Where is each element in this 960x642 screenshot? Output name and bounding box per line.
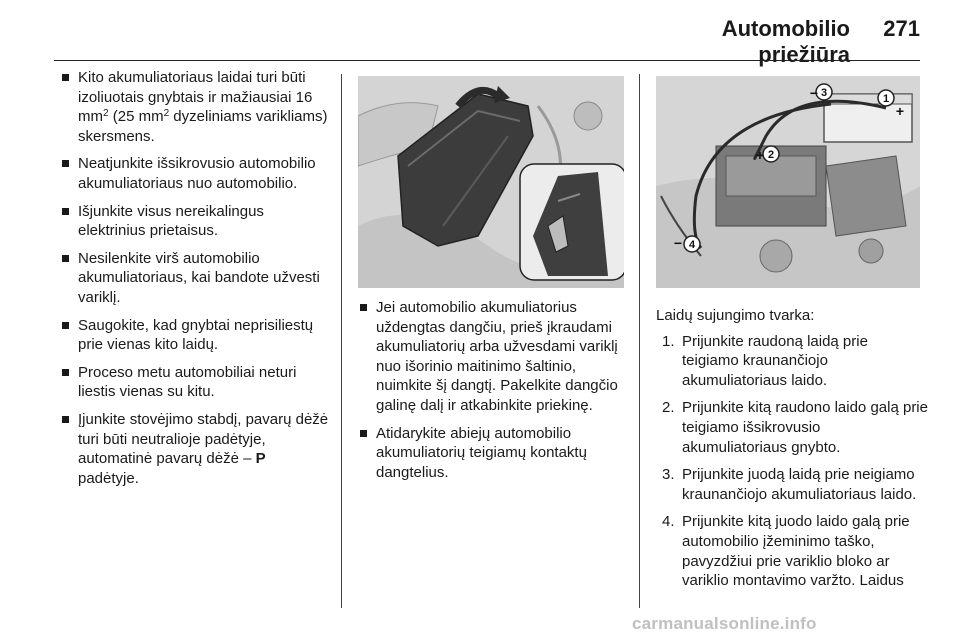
bullet-square-icon	[62, 416, 69, 423]
bullet-list-1	[60, 68, 330, 488]
list-item: Įjunkite stovėjimo stabdį, pavarų dėžė turi būti neutralioje padėtyje, automatinė pavarų dėžė – P padėtyje.	[60, 410, 330, 488]
jump-start-cables-illustration	[656, 76, 920, 288]
bullet-square-icon	[62, 74, 69, 81]
numbered-steps	[656, 332, 928, 591]
bullet-square-icon	[62, 160, 69, 167]
page-number: 271	[883, 16, 920, 41]
callout-label-3: 3	[820, 87, 828, 99]
minus-terminal-3-icon: −	[809, 85, 819, 101]
jump-cables-drawing	[656, 76, 920, 288]
bullet-square-icon	[62, 208, 69, 215]
bullet-list-2	[358, 298, 628, 482]
column-2	[358, 298, 628, 490]
list-item: Atidarykite abiejų automobilio akumuliatorių teigiamų kontaktų dangtelius.	[358, 424, 628, 483]
header-rule	[54, 60, 920, 61]
battery-cover-illustration	[358, 76, 624, 288]
list-item: Išjunkite visus nereikalingus elektrinius prietaisus.	[60, 202, 330, 241]
callout-label-4: 4	[688, 239, 696, 251]
list-item: Kito akumuliatoriaus laidai turi būti izoliuotais gnybtais ir mažiausiai 16 $mm^2$ (25 $mm^2$ dyzeliniams varikliams) skersmens.	[60, 68, 330, 146]
list-item: Saugokite, kad gnybtai neprisiliestų prie vienas kito laidų.	[60, 316, 330, 355]
list-item: Nesilenkite virš automobilio akumuliatoriaus, kai bandote užvesti variklį.	[60, 249, 330, 308]
list-item: Proceso metu automobiliai neturi liestis vienas su kitu.	[60, 363, 330, 402]
bullet-square-icon	[62, 322, 69, 329]
connection-order-heading: Laidų sujungimo tvarka:	[656, 307, 815, 324]
list-item: Neatjunkite išsikrovusio automobilio akumuliatoriaus nuo automobilio.	[60, 154, 330, 193]
column-1	[60, 68, 330, 496]
callout-label-2: 2	[767, 149, 775, 161]
callout-label-1: 1	[882, 93, 890, 105]
minus-terminal-4-icon: −	[673, 235, 683, 251]
column-divider-2	[639, 74, 640, 608]
page-title: Automobilio priežiūra	[721, 16, 850, 67]
plus-terminal-2-icon: +	[755, 147, 765, 163]
list-item: Jei automobilio akumuliatorius uždengtas dangčiu, prieš įkraudami akumuliatorių arba užvesdami variklį nuo išorinio maitinimo šaltinio, nuimkite šį dangtį. Pakelkite dangčio galinę dalį ir atkabinkite priekinę.	[358, 298, 628, 416]
list-item: 3. Prijunkite juodą laidą prie neigiamo kraunančiojo akumuliatoriaus laido.	[662, 466, 917, 503]
list-item: 2. Prijunkite kitą raudono laido galą prie teigiamo išsikrovusio akumuliatoriaus gnybto.	[662, 399, 928, 456]
column-divider-1	[341, 74, 342, 608]
bullet-square-icon	[360, 430, 367, 437]
bullet-square-icon	[62, 255, 69, 262]
watermark: carmanualsonline.info	[632, 614, 817, 633]
battery-cover-drawing	[358, 76, 624, 288]
plus-terminal-1-icon: +	[895, 103, 905, 119]
bullet-square-icon	[360, 304, 367, 311]
list-item: 1. Prijunkite raudoną laidą prie teigiamo kraunančiojo akumuliatoriaus laido.	[662, 332, 868, 389]
column-3	[656, 306, 928, 591]
bullet-square-icon	[62, 369, 69, 376]
list-item: 4. Prijunkite kitą juodo laido galą prie automobilio įžeminimo taško, pavyzdžiui prie variklio bloko ar variklio montavimo varžto. Laidus	[662, 513, 910, 590]
